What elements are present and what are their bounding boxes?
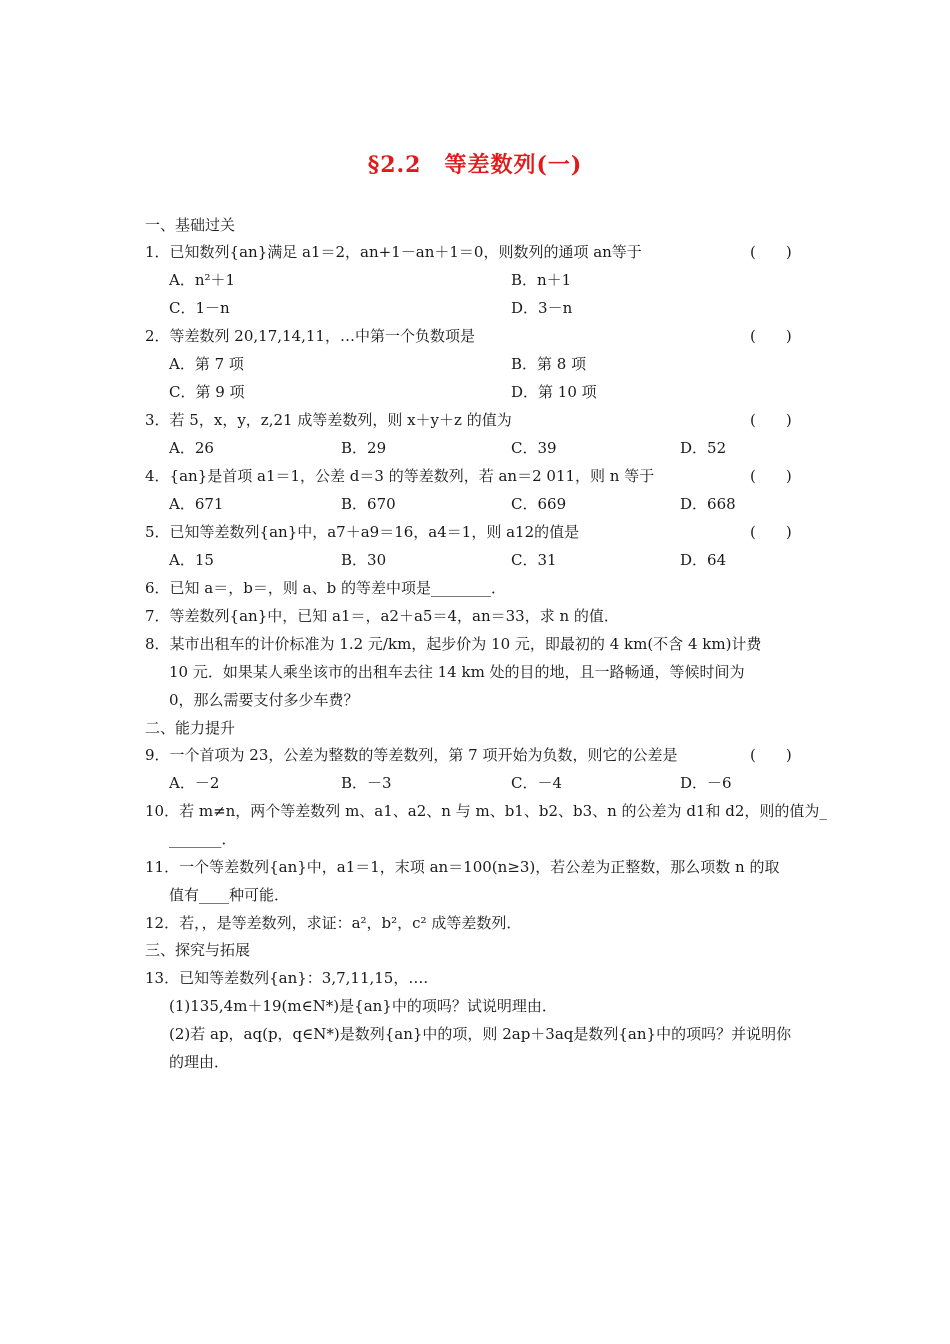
answer-paren: ( )	[750, 327, 792, 345]
question-1-stem: 1．已知数列{an}满足 a1＝2，an+1－an＋1＝0，则数列的通项 an等于	[145, 243, 642, 261]
question-12: 12．若，，是等差数列，求证：a²，b²，c² 成等差数列．	[145, 914, 522, 932]
question-4-stem: 4．{an}是首项 a1＝1，公差 d＝3 的等差数列，若 an＝2 011，则 n 等于	[145, 467, 655, 485]
q4-option-b: B．670	[341, 495, 396, 513]
page-title: §2.2 等差数列(一)	[367, 152, 583, 178]
q4-option-a: A．671	[169, 495, 224, 513]
q3-option-d: D．52	[680, 439, 727, 457]
question-6: 6．已知 a＝，b＝，则 a、b 的等差中项是________．	[145, 579, 506, 597]
q5-option-c: C．31	[511, 551, 557, 569]
answer-paren: ( )	[750, 467, 792, 485]
question-11-line-2: 值有____种可能．	[169, 886, 290, 904]
q1-option-b: B．n＋1	[511, 271, 572, 289]
section-heading-basic: 一、基础过关	[145, 216, 236, 234]
question-8-line-3: 0，那么需要支付多少车费？	[169, 691, 359, 709]
question-2-stem: 2．等差数列 20,17,14,11，…中第一个负数项是	[145, 327, 475, 345]
question-11-line-1: 11．一个等差数列{an}中，a1＝1，末项 an＝100(n≥3)，若公差为正整数，那么项数 n 的取	[145, 858, 780, 876]
answer-paren: ( )	[750, 523, 792, 541]
q3-option-c: C．39	[511, 439, 557, 457]
question-7: 7．等差数列{an}中，已知 a1＝，a2＋a5＝4，an＝33，求 n 的值．	[145, 607, 619, 625]
q1-option-c: C．1－n	[169, 299, 230, 317]
answer-paren: ( )	[750, 746, 792, 764]
q2-option-b: B．第 8 项	[511, 355, 587, 373]
q1-option-a: A．n²＋1	[169, 271, 236, 289]
question-8-line-1: 8．某市出租车的计价标准为 1.2 元/km，起步价为 10 元，即最初的 4 km(不含 4 km)计费	[145, 635, 762, 653]
q3-option-a: A．26	[169, 439, 214, 457]
section-heading-advanced: 二、能力提升	[145, 719, 236, 737]
question-9-stem: 9．一个首项为 23，公差为整数的等差数列，第 7 项开始为负数，则它的公差是	[145, 746, 678, 764]
q4-option-c: C．669	[511, 495, 567, 513]
answer-paren: ( )	[750, 243, 792, 261]
q4-option-d: D．668	[680, 495, 736, 513]
q3-option-b: B．29	[341, 439, 387, 457]
question-10-line-1: 10．若 m≠n，两个等差数列 m、a1、a2、n 与 m、b1、b2、b3、n 的公差为 d1和 d2，则的值为_	[145, 802, 827, 820]
q1-option-d: D．3－n	[511, 299, 573, 317]
q5-option-a: A．15	[169, 551, 214, 569]
q9-option-b: B．－3	[341, 774, 392, 792]
question-8-line-2: 10 元．如果某人乘坐该市的出租车去往 14 km 处的目的地，且一路畅通，等候时间为	[169, 663, 745, 681]
question-5-stem: 5．已知等差数列{an}中，a7＋a9＝16，a4＝1，则 a12的值是	[145, 523, 580, 541]
question-3-stem: 3．若 5，x，y，z,21 成等差数列，则 x＋y＋z 的值为	[145, 411, 512, 429]
question-13-part-2: (2)若 ap，aq(p，q∈N*)是数列{an}中的项，则 2ap＋3aq是数列{an}中的项吗？并说明你	[169, 1025, 792, 1043]
answer-paren: ( )	[750, 411, 792, 429]
q5-option-d: D．64	[680, 551, 727, 569]
question-13-part-2-cont: 的理由．	[169, 1053, 230, 1071]
question-10-line-2: _______．	[169, 830, 237, 848]
q5-option-b: B．30	[341, 551, 387, 569]
section-heading-explore: 三、探究与拓展	[145, 941, 251, 959]
q2-option-a: A．第 7 项	[169, 355, 244, 373]
q2-option-d: D．第 10 项	[511, 383, 597, 401]
q9-option-d: D．－6	[680, 774, 732, 792]
question-13-part-1: (1)135,4m＋19(m∈N*)是{an}中的项吗？试说明理由．	[169, 997, 557, 1015]
q9-option-a: A．－2	[169, 774, 220, 792]
question-13-stem: 13．已知等差数列{an}：3,7,11,15，….	[145, 969, 429, 987]
q9-option-c: C．－4	[511, 774, 563, 792]
q2-option-c: C．第 9 项	[169, 383, 245, 401]
